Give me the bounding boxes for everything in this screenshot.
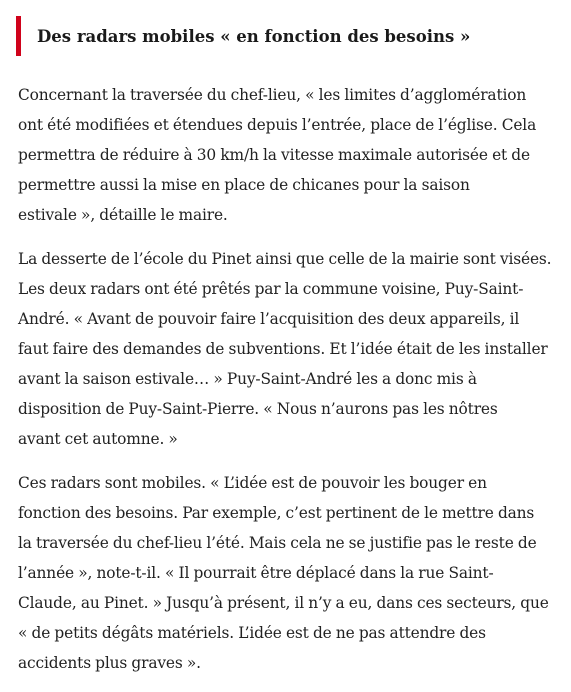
paragraph-1: Concernant la traversée du chef-lieu, « les limites d’agglomération ont été modifiées et étendues depuis l’entrée, place de l’église. Cela permettra de réduire à 30 km/h la vitesse maximale autorisée et de permettre aussi la mise en place de chicanes pour la saison estivale », détaille le maire. xyxy=(18,86,537,224)
heading-accent-bar xyxy=(16,16,21,56)
paragraph-3: Ces radars sont mobiles. « L’idée est de pouvoir les bouger en fonction des besoins. Par exemple, c’est pertinent de le mettre dans la traversée du chef-lieu l’été. Mais cela ne se justifie pas le reste de l’année », note-t-il. « Il pourrait être déplacé dans la rue Saint- Claude, au Pinet. » Jusqu’à présent, il n’y a eu, dans ces secteurs, que « de petits dégâts matériels. L’idée est de ne pas attendre des accidents plus graves ». xyxy=(18,474,549,672)
paragraph-2: La desserte de l’école du Pinet ainsi que celle de la mairie sont visées. Les deux radars ont été prêtés par la commune voisine, Puy-Saint- André. « Avant de pouvoir faire l’acquisition des deux appareils, il faut faire des demandes de subventions. Et l’idée était de les installer avant la saison estivale… » Puy-Saint-André les a donc mis à disposition de Puy-Saint-Pierre. « Nous n’aurons pas les nôtres avant cet automne. » xyxy=(18,250,552,448)
section-heading-text: Des radars mobiles « en fonction des besoins » xyxy=(37,26,471,46)
section-heading xyxy=(16,16,556,56)
article-body xyxy=(18,80,564,692)
